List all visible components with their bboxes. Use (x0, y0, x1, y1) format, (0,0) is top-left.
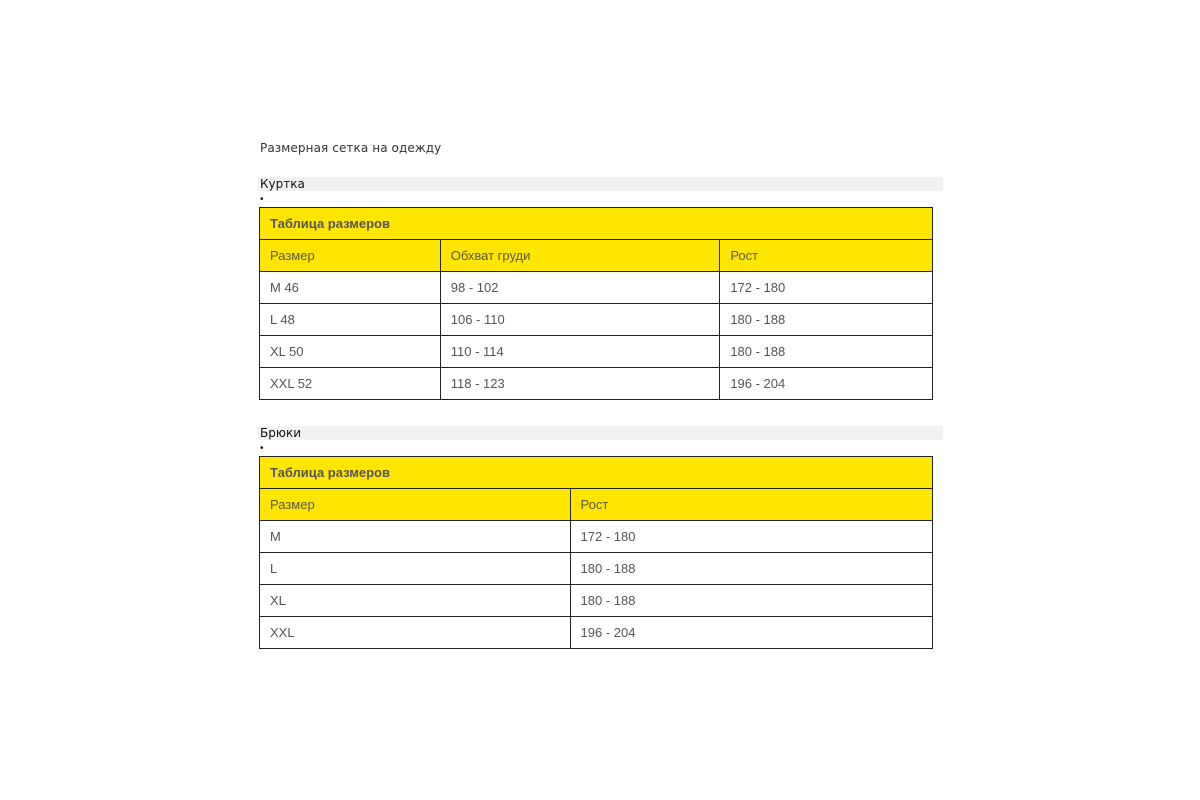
table-row (260, 521, 933, 553)
table-row (260, 617, 933, 649)
table-caption-row (260, 208, 933, 240)
section-heading-trousers: Брюки (258, 426, 943, 440)
table-cell: M 46 (260, 272, 441, 304)
table-cell: 118 - 123 (440, 368, 720, 400)
table-cell: L 48 (260, 304, 441, 336)
table-cell: M (260, 521, 571, 553)
jacket-size-table (259, 207, 933, 400)
table-header-row (260, 489, 933, 521)
column-header-height: Рост (570, 489, 932, 521)
page-title: Размерная сетка на одежду (260, 141, 442, 155)
table-cell: 172 - 180 (720, 272, 933, 304)
table-cell: XXL (260, 617, 571, 649)
bullet-marker: • (260, 194, 264, 205)
table-row (260, 336, 933, 368)
table-cell: 180 - 188 (570, 585, 932, 617)
column-header-height: Рост (720, 240, 933, 272)
table-cell: 98 - 102 (440, 272, 720, 304)
table-cell: 180 - 188 (720, 304, 933, 336)
table-caption: Таблица размеров (260, 457, 933, 489)
table-row (260, 304, 933, 336)
table-cell: XL 50 (260, 336, 441, 368)
table-cell: 196 - 204 (570, 617, 932, 649)
table-row (260, 272, 933, 304)
table-cell: XXL 52 (260, 368, 441, 400)
table-cell: 180 - 188 (720, 336, 933, 368)
table-row (260, 585, 933, 617)
table-header-row (260, 240, 933, 272)
table-cell: 180 - 188 (570, 553, 932, 585)
table-caption-row (260, 457, 933, 489)
trousers-size-table (259, 456, 933, 649)
table-row (260, 368, 933, 400)
column-header-size: Размер (260, 489, 571, 521)
table-cell: XL (260, 585, 571, 617)
section-heading-jacket: Куртка (258, 177, 943, 191)
column-header-chest: Обхват груди (440, 240, 720, 272)
table-cell: 106 - 110 (440, 304, 720, 336)
table-cell: L (260, 553, 571, 585)
table-caption: Таблица размеров (260, 208, 933, 240)
table-cell: 172 - 180 (570, 521, 932, 553)
table-cell: 196 - 204 (720, 368, 933, 400)
bullet-marker: • (260, 443, 264, 454)
column-header-size: Размер (260, 240, 441, 272)
table-row (260, 553, 933, 585)
table-cell: 110 - 114 (440, 336, 720, 368)
